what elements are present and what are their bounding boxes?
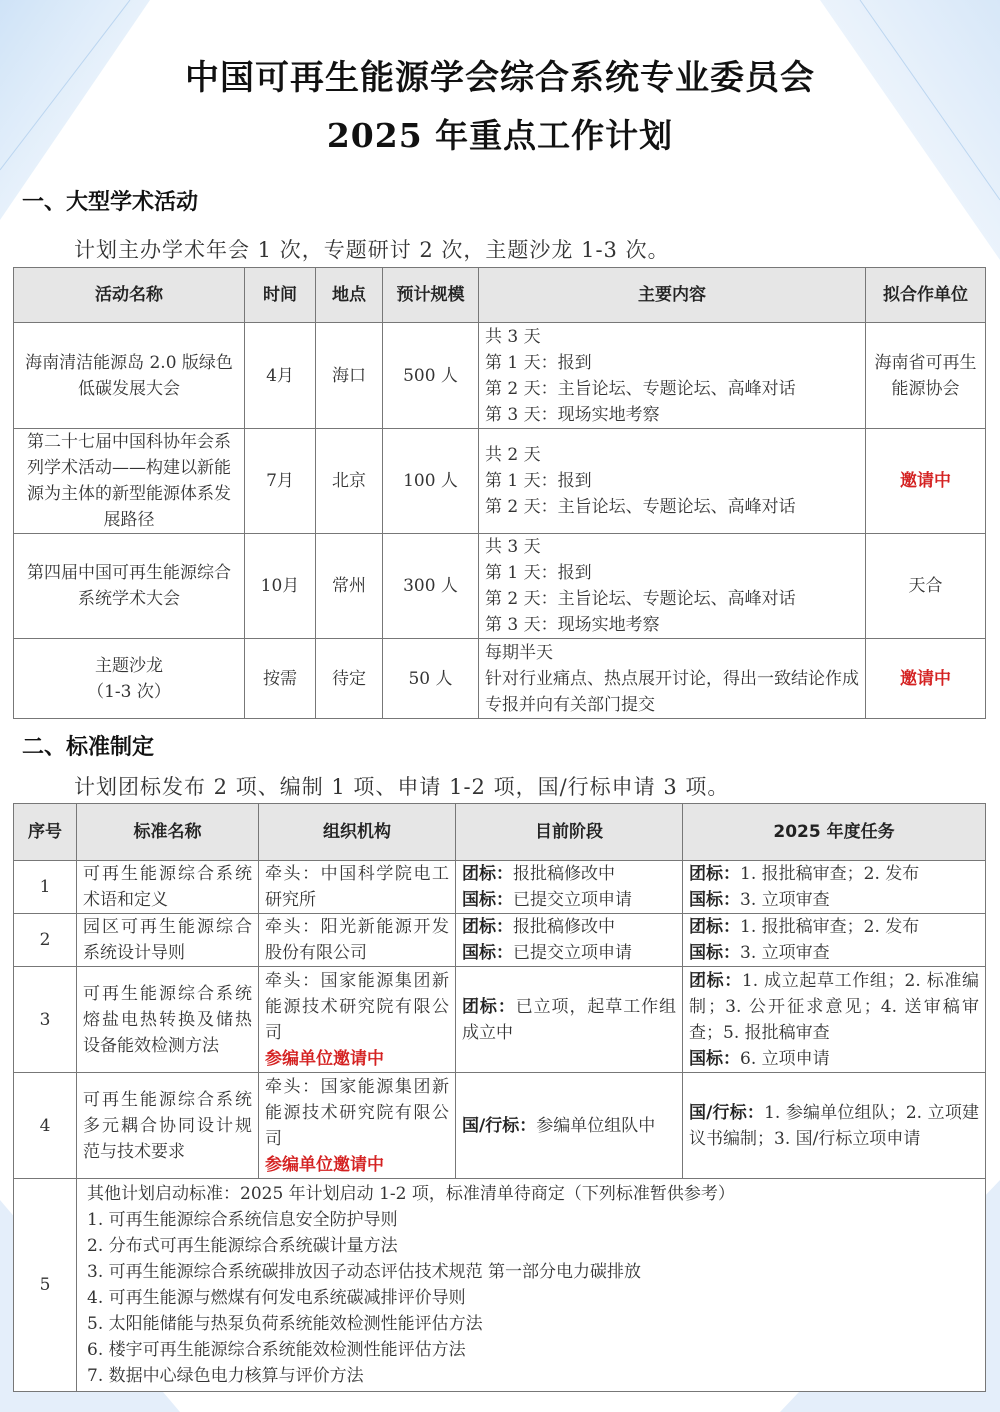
- task-label: 国标：: [689, 1048, 740, 1069]
- stage-label: 团标：: [462, 917, 513, 937]
- standard-name: 可再生能源综合系统多元耦合协同设计规范与技术要求: [77, 1073, 259, 1179]
- activity-partner: 天合: [866, 534, 986, 639]
- col-header: 活动名称: [14, 268, 245, 323]
- col-header: 目前阶段: [456, 804, 683, 861]
- task-label: 国标：: [689, 943, 740, 963]
- activity-content: [479, 323, 866, 429]
- content-line: 第 3 天：现场实地考察: [485, 615, 660, 635]
- activity-name: [14, 639, 245, 719]
- stage-label: 国标：: [462, 890, 513, 910]
- standard-stage: [456, 861, 683, 914]
- activity-content: [479, 429, 866, 534]
- col-header: 主要内容: [479, 268, 866, 323]
- standard-name: 可再生能源综合系统 术语和定义: [77, 861, 259, 914]
- standard-org: [259, 967, 456, 1073]
- org-note: 参编单位邀请中: [265, 1048, 384, 1069]
- task-text: 1. 报批稿审查；2. 发布: [740, 864, 920, 884]
- other-standards-intro: 其他计划启动标准：2025 年计划启动 1-2 项，标准清单待商定（下列标准暂供参考）: [87, 1184, 735, 1204]
- stage-text: 已提交立项申请: [513, 890, 632, 910]
- standard-task: [683, 967, 986, 1073]
- activity-scale: 300 人: [383, 534, 479, 639]
- standard-task: [683, 914, 986, 967]
- task-label: 团标：: [689, 970, 742, 991]
- col-header: 预计规模: [383, 268, 479, 323]
- task-label: 团标：: [689, 917, 740, 937]
- standard-number: 1: [14, 861, 77, 914]
- task-text: 3. 立项审查: [740, 943, 830, 963]
- content-line: 共 2 天: [485, 445, 541, 465]
- list-item: 6. 楼宇可再生能源综合系统能效检测性能评估方法: [87, 1340, 466, 1360]
- section1-heading: 一、大型学术活动: [22, 190, 199, 215]
- stage-text: 参编单位组队中: [536, 1115, 656, 1136]
- content-line: 第 1 天：报到: [485, 352, 592, 373]
- table-row: [14, 914, 986, 967]
- activity-name: 第二十七届中国科协年会系列学术活动——构建以新能源为主体的新型能源体系发展路径: [14, 429, 245, 534]
- standard-task: [683, 1073, 986, 1179]
- activity-partner: 邀请中: [866, 429, 986, 534]
- table-row: [14, 967, 986, 1073]
- section2-intro: 计划团标发布 2 项、编制 1 项、申请 1-2 项，国/行标申请 3 项。: [74, 775, 730, 799]
- list-item: 1. 可再生能源综合系统信息安全防护导则: [87, 1210, 398, 1230]
- col-header: 标准名称: [77, 804, 259, 861]
- activity-scale: 500 人: [383, 323, 479, 429]
- table-row: [14, 1179, 986, 1392]
- col-header: 组织机构: [259, 804, 456, 861]
- task-text: 1. 成立起草工作组；2. 标准编制；3. 公开征求意见；4. 送审稿审查；5. 报批稿审查: [689, 970, 979, 1043]
- table-row: [14, 323, 986, 429]
- col-header: 2025 年度任务: [683, 804, 986, 861]
- stage-text: 已提交立项申请: [513, 943, 632, 963]
- activity-place: 北京: [316, 429, 383, 534]
- table-row: [14, 639, 986, 719]
- stage-label: 团标：: [462, 996, 516, 1017]
- activity-time: 按需: [245, 639, 316, 719]
- standard-org: 牵头：阳光新能源开发股份有限公司: [259, 914, 456, 967]
- activity-time: 10月: [245, 534, 316, 639]
- stage-label: 团标：: [462, 864, 513, 884]
- content-line: 第 2 天：主旨论坛、专题论坛、高峰对话: [485, 589, 796, 609]
- activity-place: 海口: [316, 323, 383, 429]
- activities-table: [13, 267, 986, 719]
- content-line: 第 3 天：现场实地考察: [485, 404, 660, 425]
- standard-stage: [456, 914, 683, 967]
- stage-label: 国/行标：: [462, 1115, 537, 1136]
- stage-text: 报批稿修改中: [513, 917, 615, 937]
- activity-scale: 50 人: [383, 639, 479, 719]
- standards-table: [13, 803, 986, 1392]
- list-item: 7. 数据中心绿色电力核算与评价方法: [87, 1366, 364, 1386]
- activity-name: 第四届中国可再生能源综合系统学术大会: [14, 534, 245, 639]
- task-text: 1. 参编单位组队；2. 立项建议书编制；3. 国/行标立项申请: [689, 1102, 979, 1149]
- standard-name: 可再生能源综合系统熔盐电热转换及储热设备能效检测方法: [77, 967, 259, 1073]
- list-item: 3. 可再生能源综合系统碳排放因子动态评估技术规范 第一部分电力碳排放: [87, 1262, 642, 1282]
- content-line: 针对行业痛点、热点展开讨论，得出一致结论作成专报并向有关部门提交: [485, 668, 859, 715]
- section1-intro: 计划主办学术年会 1 次，专题研讨 2 次，主题沙龙 1-3 次。: [74, 238, 670, 262]
- standard-number: 5: [14, 1179, 77, 1392]
- activity-scale: 100 人: [383, 429, 479, 534]
- other-standards: [77, 1179, 986, 1392]
- task-text: 1. 报批稿审查；2. 发布: [740, 917, 920, 937]
- content-line: 第 1 天：报到: [485, 563, 592, 583]
- content-line: 第 1 天：报到: [485, 471, 592, 491]
- list-item: 4. 可再生能源与燃煤有何发电系统碳减排评价导则: [87, 1288, 466, 1308]
- standard-name: 园区可再生能源综合系统设计导则: [77, 914, 259, 967]
- stage-label: 国标：: [462, 943, 513, 963]
- col-header: 序号: [14, 804, 77, 861]
- col-header: 地点: [316, 268, 383, 323]
- content-line: 每期半天: [485, 642, 553, 663]
- name-line: （1-3 次）: [87, 681, 171, 702]
- task-text: 6. 立项申请: [740, 1048, 830, 1069]
- list-item: 2. 分布式可再生能源综合系统碳计量方法: [87, 1236, 398, 1256]
- content-line: 第 2 天：主旨论坛、专题论坛、高峰对话: [485, 378, 796, 399]
- name-line: 主题沙龙: [95, 655, 163, 676]
- standard-stage: [456, 967, 683, 1073]
- standard-number: 2: [14, 914, 77, 967]
- activity-partner: 海南省可再生能源协会: [866, 323, 986, 429]
- standard-task: [683, 861, 986, 914]
- standard-org: 牵头：中国科学院电工研究所: [259, 861, 456, 914]
- col-header: 拟合作单位: [866, 268, 986, 323]
- org-note: 参编单位邀请中: [265, 1154, 384, 1175]
- activity-place: 待定: [316, 639, 383, 719]
- activity-time: 4月: [245, 323, 316, 429]
- stage-text: 已立项，起草工作组成立中: [462, 996, 677, 1043]
- activity-partner: 邀请中: [866, 639, 986, 719]
- document-subtitle: 2025 年重点工作计划: [326, 116, 674, 155]
- content-line: 共 3 天: [485, 537, 541, 557]
- content-line: 共 3 天: [485, 326, 541, 347]
- standard-stage: [456, 1073, 683, 1179]
- table-row: [14, 861, 986, 914]
- activity-place: 常州: [316, 534, 383, 639]
- activity-name: 海南清洁能源岛 2.0 版绿色低碳发展大会: [14, 323, 245, 429]
- stage-text: 报批稿修改中: [513, 864, 615, 884]
- table-row: [14, 1073, 986, 1179]
- activity-content: [479, 639, 866, 719]
- standard-number: 3: [14, 967, 77, 1073]
- table-header-row: [14, 804, 986, 861]
- activity-time: 7月: [245, 429, 316, 534]
- activity-content: [479, 534, 866, 639]
- task-text: 3. 立项审查: [740, 890, 830, 910]
- standard-number: 4: [14, 1073, 77, 1179]
- section2-heading: 二、标准制定: [22, 735, 155, 760]
- task-label: 国/行标：: [689, 1102, 765, 1123]
- org-text: 牵头：国家能源集团新能源技术研究院有限公司: [265, 1076, 449, 1149]
- table-row: [14, 429, 986, 534]
- standard-org: [259, 1073, 456, 1179]
- document-title: 中国可再生能源学会综合系统专业委员会: [185, 58, 815, 98]
- table-row: [14, 534, 986, 639]
- table-header-row: [14, 268, 986, 323]
- org-text: 牵头：国家能源集团新能源技术研究院有限公司: [265, 970, 449, 1043]
- content-line: 第 2 天：主旨论坛、专题论坛、高峰对话: [485, 497, 796, 517]
- task-label: 团标：: [689, 864, 740, 884]
- task-label: 国标：: [689, 890, 740, 910]
- col-header: 时间: [245, 268, 316, 323]
- list-item: 5. 太阳能储能与热泵负荷系统能效检测性能评估方法: [87, 1314, 483, 1334]
